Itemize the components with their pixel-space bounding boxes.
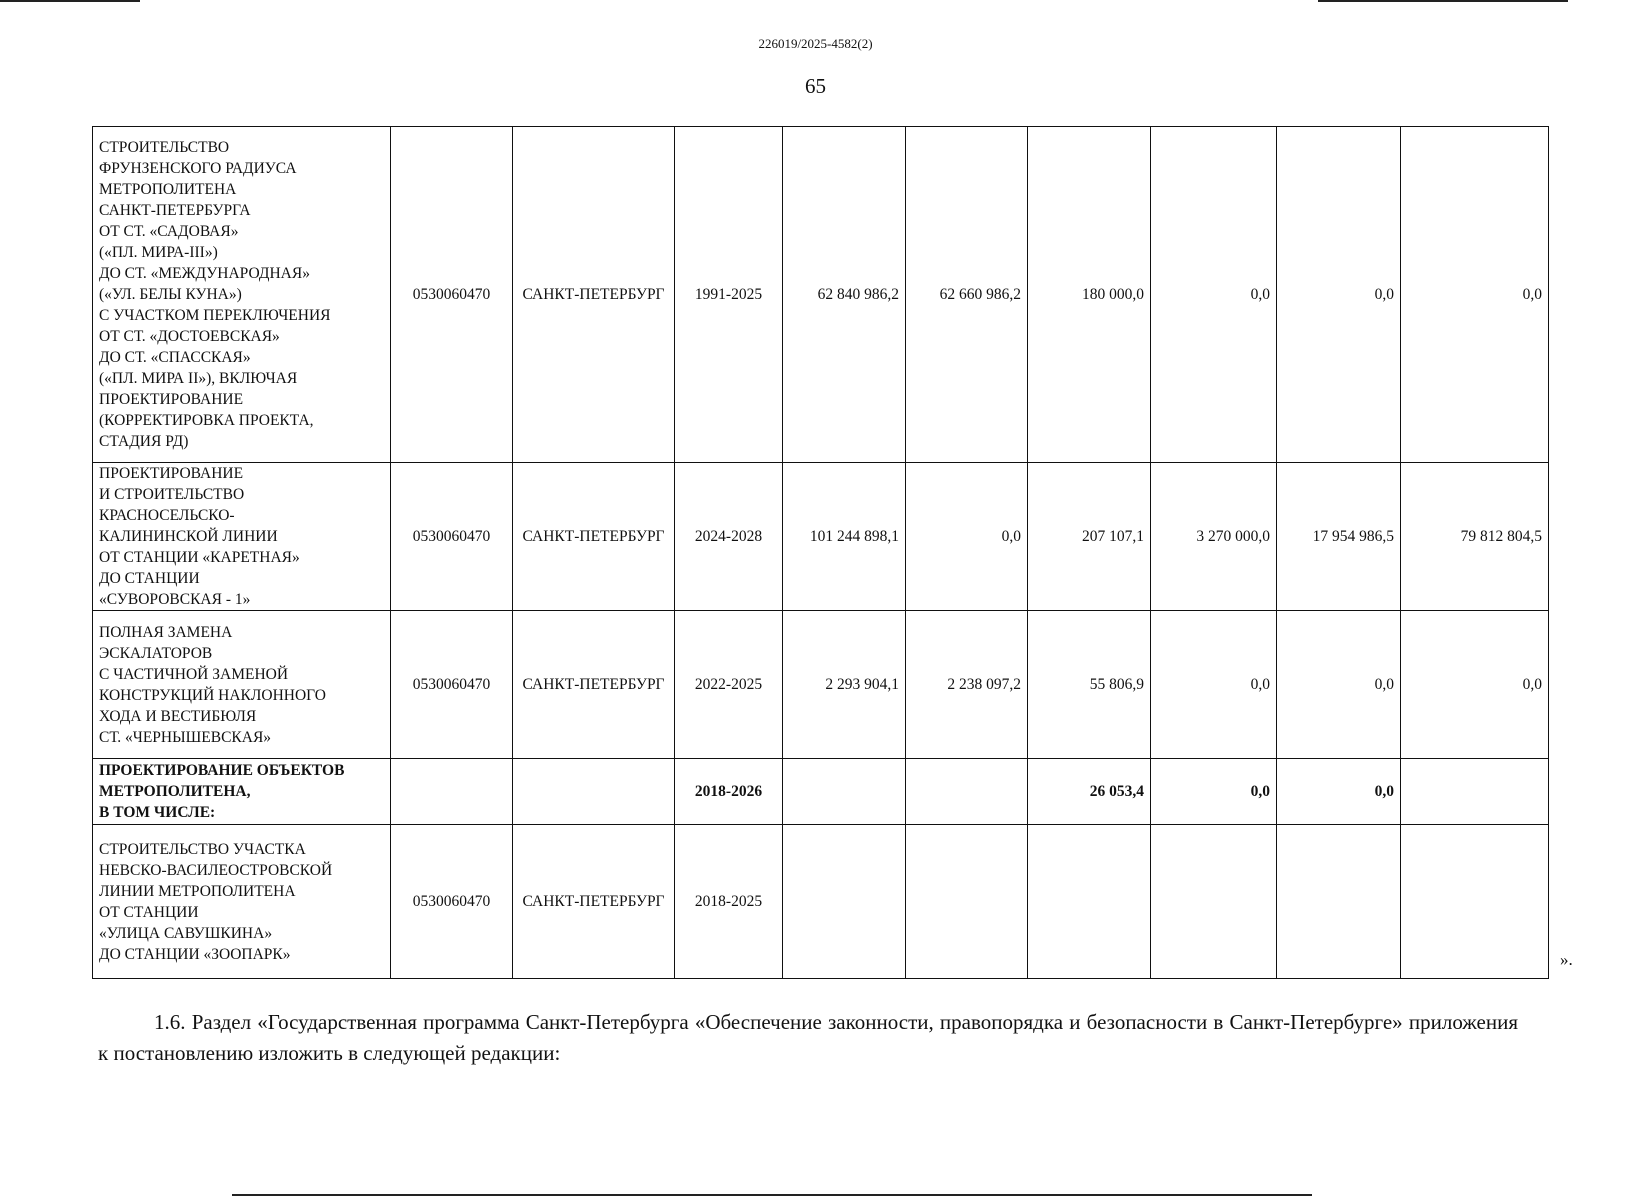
period-cell: 2022-2025 (675, 611, 783, 759)
value-cell: 0,0 (1151, 127, 1277, 463)
city-cell (513, 759, 675, 825)
budget-code: 0530060470 (391, 127, 513, 463)
top-edge-line-left (0, 0, 140, 2)
value-cell: 17 954 986,5 (1277, 463, 1401, 611)
document-number: 226019/2025-4582(2) (758, 36, 873, 51)
table-row (93, 759, 1549, 825)
value-cell (783, 759, 906, 825)
bottom-edge-line (232, 1194, 1312, 1196)
value-cell: 0,0 (1401, 127, 1549, 463)
value-cell: 79 812 804,5 (1401, 463, 1549, 611)
city-cell: САНКТ-ПЕТЕРБУРГ (513, 127, 675, 463)
page-number: 65 (805, 74, 826, 98)
city-cell: САНКТ-ПЕТЕРБУРГ (513, 611, 675, 759)
value-cell: 101 244 898,1 (783, 463, 906, 611)
period-cell: 2018-2025 (675, 825, 783, 979)
object-name: ПРОЕКТИРОВАНИЕ ОБЪЕКТОВ МЕТРОПОЛИТЕНА, В ТОМ ЧИСЛЕ: (93, 759, 391, 825)
value-cell: 0,0 (1401, 611, 1549, 759)
program-objects-table (92, 126, 1549, 979)
value-cell: 62 660 986,2 (906, 127, 1028, 463)
value-cell: 0,0 (906, 463, 1028, 611)
table-row (93, 825, 1549, 979)
value-cell (1401, 825, 1549, 979)
value-cell: 62 840 986,2 (783, 127, 906, 463)
budget-code: 0530060470 (391, 463, 513, 611)
value-cell: 0,0 (1151, 611, 1277, 759)
value-cell: 2 238 097,2 (906, 611, 1028, 759)
value-cell: 26 053,4 (1028, 759, 1151, 825)
table-row (93, 611, 1549, 759)
city-cell: САНКТ-ПЕТЕРБУРГ (513, 825, 675, 979)
table-row (93, 463, 1549, 611)
closing-quote-mark: ». (1560, 950, 1573, 969)
value-cell (1151, 825, 1277, 979)
object-name: ПОЛНАЯ ЗАМЕНА ЭСКАЛАТОРОВ С ЧАСТИЧНОЙ ЗАМЕНОЙ КОНСТРУКЦИЙ НАКЛОННОГО ХОДА И ВЕСТИБЮЛЯ СТ. «ЧЕРНЫШЕВСКАЯ» (93, 611, 391, 759)
value-cell: 0,0 (1277, 127, 1401, 463)
value-cell: 55 806,9 (1028, 611, 1151, 759)
period-cell: 2018-2026 (675, 759, 783, 825)
table-row (93, 127, 1549, 463)
value-cell: 0,0 (1277, 611, 1401, 759)
value-cell: 2 293 904,1 (783, 611, 906, 759)
section-amendment-paragraph: 1.6. Раздел «Государственная программа Санкт-Петербурга «Обеспечение законности, правопорядка и безопасности в Санкт-Петербурге» приложения к постановлению изложить в следующей редакции: (98, 1010, 1518, 1065)
object-name: СТРОИТЕЛЬСТВО ФРУНЗЕНСКОГО РАДИУСА МЕТРОПОЛИТЕНА САНКТ-ПЕТЕРБУРГА ОТ СТ. «САДОВАЯ» («ПЛ. МИРА-III») ДО СТ. «МЕЖДУНАРОДНАЯ» («УЛ. БЕЛЫ КУНА») С УЧАСТКОМ ПЕРЕКЛЮЧЕНИЯ ОТ СТ. «ДОСТОЕВСКАЯ» ДО СТ. «СПАССКАЯ» («ПЛ. МИРА II»), ВКЛЮЧАЯ ПРОЕКТИРОВАНИЕ (КОРРЕКТИРОВКА ПРОЕКТА, СТАДИЯ РД) (93, 127, 391, 463)
value-cell: 3 270 000,0 (1151, 463, 1277, 611)
value-cell (1277, 825, 1401, 979)
value-cell (906, 825, 1028, 979)
value-cell (906, 759, 1028, 825)
value-cell: 207 107,1 (1028, 463, 1151, 611)
period-cell: 1991-2025 (675, 127, 783, 463)
value-cell (1401, 759, 1549, 825)
city-cell: САНКТ-ПЕТЕРБУРГ (513, 463, 675, 611)
budget-code: 0530060470 (391, 611, 513, 759)
budget-code (391, 759, 513, 825)
top-edge-line-right (1318, 0, 1568, 2)
value-cell: 0,0 (1151, 759, 1277, 825)
value-cell: 0,0 (1277, 759, 1401, 825)
object-name: ПРОЕКТИРОВАНИЕ И СТРОИТЕЛЬСТВО КРАСНОСЕЛЬСКО- КАЛИНИНСКОЙ ЛИНИИ ОТ СТАНЦИИ «КАРЕТНАЯ» ДО СТАНЦИИ «СУВОРОВСКАЯ - 1» (93, 463, 391, 611)
budget-code: 0530060470 (391, 825, 513, 979)
period-cell: 2024-2028 (675, 463, 783, 611)
object-name: СТРОИТЕЛЬСТВО УЧАСТКА НЕВСКО-ВАСИЛЕОСТРОВСКОЙ ЛИНИИ МЕТРОПОЛИТЕНА ОТ СТАНЦИИ «УЛИЦА САВУШКИНА» ДО СТАНЦИИ «ЗООПАРК» (93, 825, 391, 979)
value-cell: 180 000,0 (1028, 127, 1151, 463)
value-cell (1028, 825, 1151, 979)
value-cell (783, 825, 906, 979)
